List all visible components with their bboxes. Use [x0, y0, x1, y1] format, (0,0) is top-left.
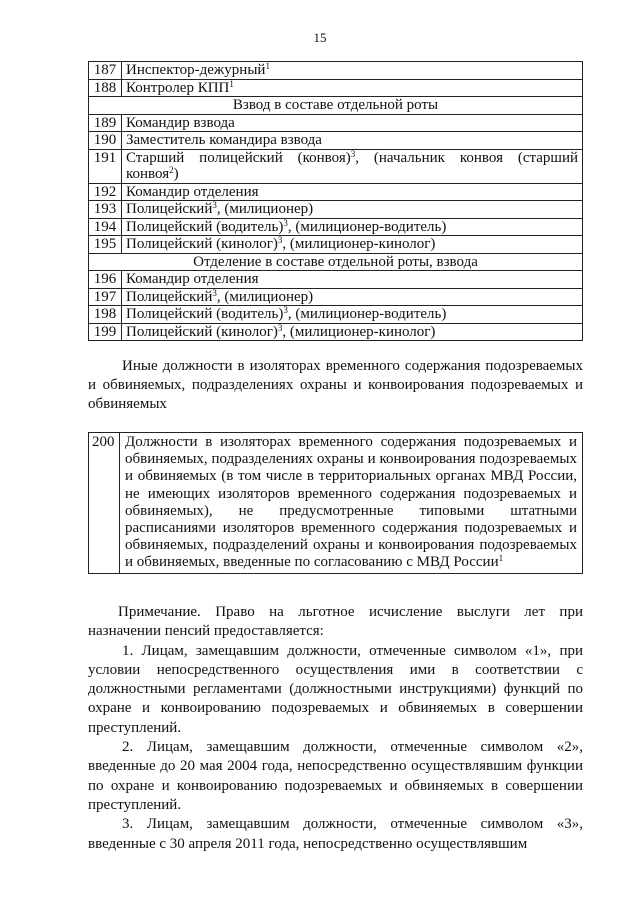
row-number: 200: [89, 433, 120, 574]
position-title: [122, 271, 583, 289]
position-text: Полицейский (кинолог): [126, 323, 278, 340]
table-row: [89, 271, 583, 289]
position-description: [120, 433, 583, 574]
footnote-marker: 1: [498, 553, 504, 564]
footnote-marker: 1: [265, 61, 270, 71]
table-row: [89, 253, 583, 271]
position-title: [122, 236, 583, 254]
position-text: Полицейский (водитель): [126, 306, 284, 322]
position-text: Полицейский (водитель): [126, 218, 284, 235]
position-title: [122, 132, 583, 150]
footnote-marker: 3: [277, 235, 283, 245]
footnote-marker: 3: [283, 217, 288, 228]
positions-table-body: [89, 62, 583, 341]
footnote-marker: 3: [212, 287, 217, 298]
page-number: 15: [313, 30, 327, 45]
table-row: [89, 236, 583, 254]
position-title: [122, 323, 583, 341]
row-number: 195: [89, 236, 122, 254]
position-title: [122, 201, 583, 219]
row-number: 196: [89, 271, 122, 289]
position-title: [122, 114, 583, 132]
footnote-marker: 3: [212, 200, 217, 210]
footnote-marker: 3: [283, 305, 288, 315]
note-intro: Примечание. Право на льготное исчисление выслуги лет при назначении пенсий предоставляется:: [88, 604, 583, 640]
position-text: Командир отделения: [126, 183, 259, 200]
position-title: [122, 62, 583, 80]
row-number: 192: [89, 183, 122, 201]
position-text: Полицейский: [126, 288, 213, 305]
row-number: 189: [89, 114, 122, 132]
position-title: [122, 149, 583, 183]
position-text: Контролер КПП: [126, 79, 230, 96]
footnote-marker: 3: [350, 148, 356, 159]
note-block: [88, 603, 583, 854]
row-number: 187: [89, 62, 122, 80]
position-suffix: ): [173, 166, 179, 182]
position-suffix: , (милиционер-водитель): [287, 218, 447, 235]
position-suffix: , (милиционер-кинолог): [282, 236, 436, 252]
footnote-marker: 1: [229, 78, 234, 89]
position-title: [122, 218, 583, 236]
row-number: 193: [89, 201, 122, 219]
row-number: 190: [89, 132, 122, 150]
row-number: 198: [89, 306, 122, 324]
table-row: [89, 306, 583, 324]
table-row: [89, 183, 583, 201]
table-row: [89, 79, 583, 97]
table-row: [89, 132, 583, 150]
position-text: Инспектор-дежурный: [126, 62, 266, 78]
positions-table: [88, 61, 583, 341]
position-text: Должности в изоляторах временного содержания подозреваемых и обвиняемых, подразделениях охраны и конвоирования подозреваемых и обвиняемых (в том числе в территориальных органах МВД России, не имеющих изоляторов временного содержания подозреваемых и обвиняемых), не предусмотренные типовыми штатными расписаниями изоляторов временного содержания подозреваемых и обвиняемых, подразделений охраны и конвоирования подозреваемых и обвиняемых, введенные по согласованию с МВД России: [125, 434, 577, 571]
footnote-marker: 3: [277, 322, 283, 333]
position-text: Полицейский: [126, 201, 213, 217]
table-row: [89, 62, 583, 80]
row-number: 188: [89, 79, 122, 97]
note-item-1: 1. Лицам, замещавшим должности, отмеченные символом «1», при условии непосредственного осуществления ими в соответствии с должностными регламентами (должностными инструкциями) функций по охране и конвоированию подозреваемых и обвиняемых в совершении преступлений.: [88, 642, 583, 736]
position-text: Полицейский (кинолог): [126, 236, 278, 252]
position-title: [122, 79, 583, 97]
note-item-3: 3. Лицам, замещавшим должности, отмеченные символом «3», введенные с 30 апреля 2011 года, непосредственно осуществлявшим: [88, 816, 583, 852]
position-text: Командир взвода: [126, 114, 235, 131]
table-row: [89, 201, 583, 219]
position-text: Старший полицейский (конвоя): [126, 149, 351, 166]
position-suffix: , (милиционер): [216, 201, 314, 217]
position-suffix: , (милиционер-кинолог): [282, 323, 436, 340]
table-row: [89, 323, 583, 341]
position-title: [122, 306, 583, 324]
position-text: Командир отделения: [126, 271, 259, 287]
table-row: [89, 114, 583, 132]
row-number: 194: [89, 218, 122, 236]
position-text: Заместитель командира взвода: [126, 132, 322, 148]
table-row: [89, 218, 583, 236]
table-row: [89, 288, 583, 306]
row-number: 197: [89, 288, 122, 306]
row-number: 199: [89, 323, 122, 341]
section-row-title: Взвод в составе отдельной роты: [89, 97, 583, 115]
note-item-2: 2. Лицам, замещавшим должности, отмеченные символом «2», введенные до 20 мая 2004 года, непосредственно осуществлявшим функции по охране и конвоированию подозреваемых и обвиняемых в совершении преступлений.: [88, 739, 583, 813]
item-200-table: [88, 432, 583, 574]
footnote-marker: 2: [169, 165, 174, 175]
table-row: [89, 97, 583, 115]
position-title: [122, 288, 583, 306]
table-row: [89, 433, 583, 574]
table-row: [89, 149, 583, 183]
position-suffix: , (милиционер-водитель): [287, 306, 447, 322]
position-suffix: , (начальник конвоя (старший конвоя: [126, 149, 578, 182]
section-row-title: Отделение в составе отдельной роты, взвода: [89, 253, 583, 271]
position-title: [122, 183, 583, 201]
position-suffix: , (милиционер): [216, 288, 314, 305]
row-number: 191: [89, 149, 122, 183]
section-heading: Иные должности в изоляторах временного содержания подозреваемых и обвиняемых, подразделениях охраны и конвоирования подозреваемых и обвиняемых: [88, 358, 583, 412]
